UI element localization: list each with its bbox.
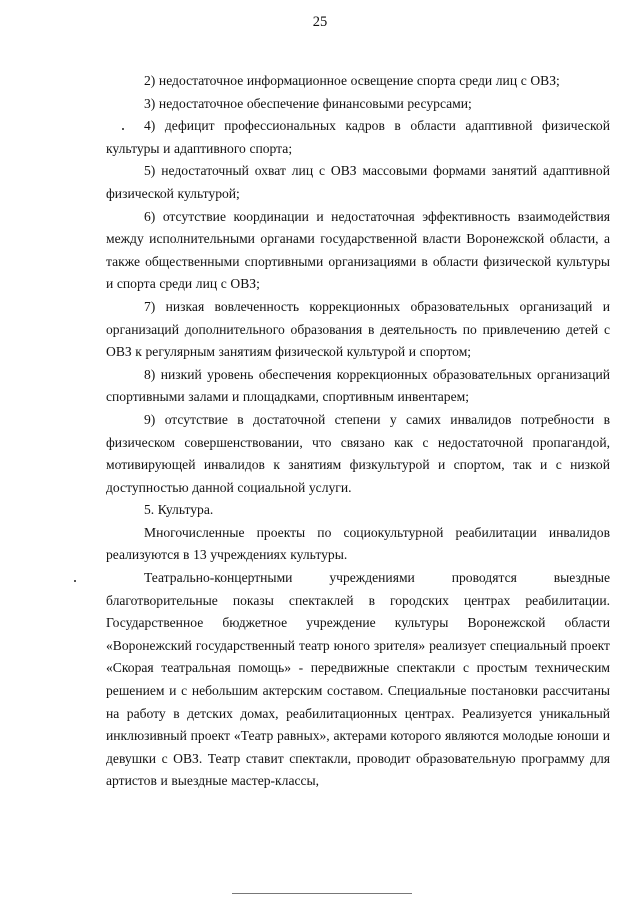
paragraph-item-9: 9) отсутствие в достаточной степени у самих инвалидов потребности в физическом совершенствовании, что связано как с недостаточной пропагандой, мотивирующей инвалидов к занятиям физкультурой и спортом, так и с низкой доступностью данной социальной услуги. (106, 411, 610, 495)
paragraph-item-8: 8) низкий уровень обеспечения коррекционных образовательных организаций спортивными залами и площадками, спортивным инвентарем; (106, 366, 610, 405)
document-body (106, 70, 610, 793)
paragraph-item-6: 6) отсутствие координации и недостаточная эффективность взаимодействия между исполнительными органами государственной власти Воронежской области, а также общественными спортивными организациями в области физической культуры и спорта среди лиц с ОВЗ; (106, 208, 610, 292)
scan-edge-line (232, 893, 412, 894)
paragraph-item-3: 3) недостаточное обеспечение финансовыми ресурсами; (144, 95, 472, 111)
page-number: 25 (312, 14, 328, 30)
paragraph-item-5: 5) недостаточный охват лиц с ОВЗ массовыми формами занятий адаптивной физической культурой; (106, 163, 610, 201)
paragraph-item-2: 2) недостаточное информационное освещение спорта среди лиц с ОВЗ; (144, 73, 560, 88)
section-heading-culture: 5. Культура. (144, 502, 214, 518)
paragraph-item-7: 7) низкая вовлеченность коррекционных образовательных организаций и организаций дополнительного образования в деятельность по привлечению детей с ОВЗ к регулярным занятиям физической культурой и спортом; (106, 298, 610, 360)
scan-mark (74, 580, 76, 582)
paragraph-culture-projects: Многочисленные проекты по социокультурной реабилитации инвалидов реализуются в 13 учреждениях культуры. (106, 524, 610, 563)
scan-mark (122, 128, 124, 130)
paragraph-theatre: Театрально-концертными учреждениями проводятся выездные благотворительные показы спектаклей в городских центрах реабилитации. Государственное бюджетное учреждение культуры Воронежской области «Воронежский государственный театр юного зрителя» реализует специальный проект «Скорая театральная помощь» - передвижные спектакли с простым техническим решением и с небольшим актерским составом. Специальные постановки рассчитаны на работу в детских домах, реабилитационных центрах. Реализуется уникальный инклюзивный проект «Театр равных», актерами которого являются молодые юноши и девушки с ОВЗ. Театр ставит спектакли, проводит образовательную программу для артистов и выездные мастер-классы, (106, 570, 610, 789)
paragraph-item-4: 4) дефицит профессиональных кадров в области адаптивной физической культуры и адаптивного спорта; (106, 118, 610, 156)
